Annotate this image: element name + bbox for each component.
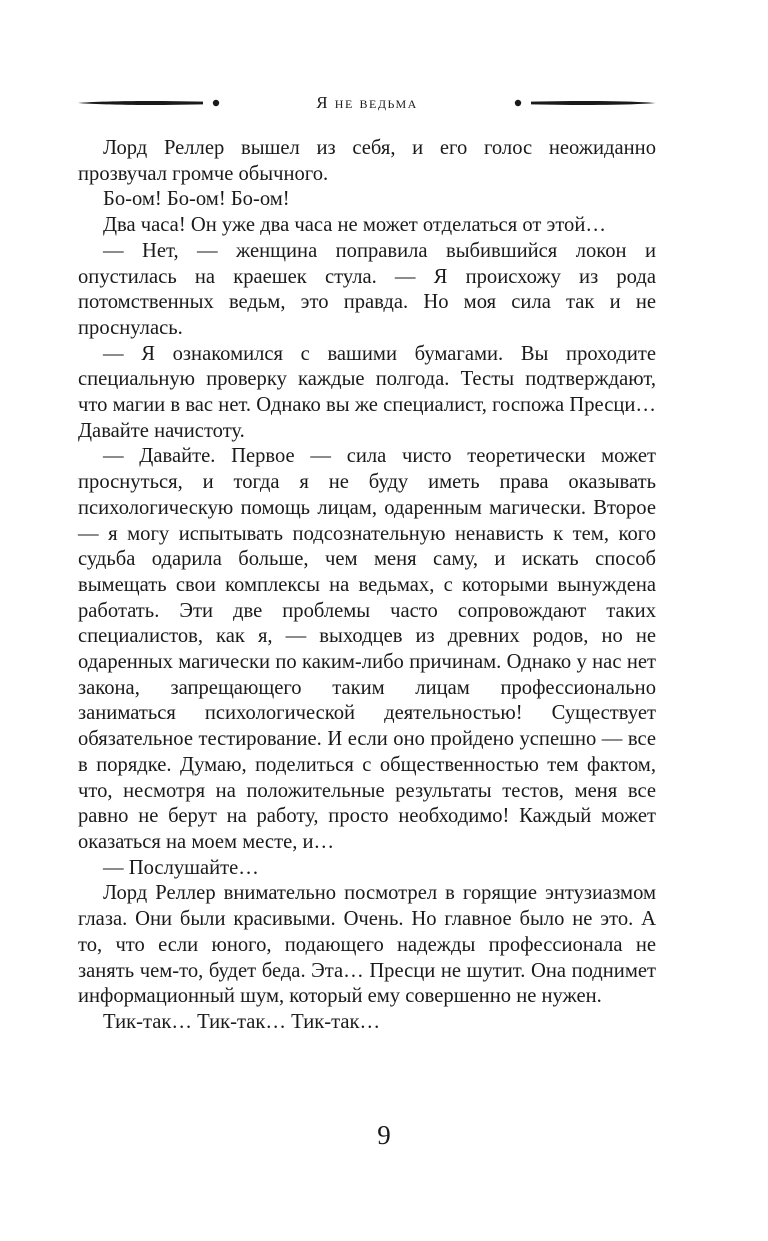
paragraph: Тик-так… Тик-так… Тик-так…: [103, 1010, 381, 1033]
running-header: [78, 88, 656, 118]
paragraph: — Давайте. Первое — сила чисто теоретически может проснуться, и тогда я не буду иметь права оказывать психологическую помощь лицам, одаренным магически. Второе — я могу испытывать подсознательную ненависть к тем, кого судьба одарила больше, чем меня саму, и искать способ вымещать свои комплексы на ведьмах, с которыми вынуждена работать. Эти две проблемы часто сопровождают таких специалистов, как я, — выходцев из древних родов, но не одаренных магически по каким-либо причинам. Однако у нас нет закона, запрещающего таким лицам профессионально заниматься психологической деятельностью! Существует обязательное тестирование. И если оно пройдено успешно — все в порядке. Думаю, поделиться с общественностью тем фактом, что, несмотря на положительные результаты тестов, меня все равно не берут на работу, просто необходимо! Каждый может оказаться на моем месте, и…: [78, 445, 656, 853]
running-header-title: Я не ведьма: [316, 93, 418, 112]
paragraph: Бо-ом! Бо-ом! Бо-ом!: [103, 188, 290, 211]
right-ornament-rule: [506, 88, 656, 118]
page-number: 9: [377, 1120, 391, 1150]
paragraph: Лорд Реллер внимательно посмотрел в горящие энтузиазмом глаза. Они были красивыми. Очень. Но главное было не это. А то, что если юного, подающего надежды профессионала не занять чем-то, будет беда. Эта… Пресци не шутит. Она поднимет информационный шум, который ему совершенно не нужен.: [78, 882, 656, 1008]
paragraph: — Послушайте…: [103, 856, 259, 879]
paragraph: — Нет, — женщина поправила выбившийся локон и опустилась на краешек стула. — Я происхожу из рода потомственных ведьм, это правда. Но моя сила так и не проснулась.: [78, 239, 656, 339]
left-ornament-rule: [78, 88, 228, 118]
paragraph: Лорд Реллер вышел из себя, и его голос неожиданно прозвучал громче обычного.: [78, 137, 656, 185]
body-text: [78, 136, 656, 1036]
paragraph: Два часа! Он уже два часа не может отделаться от этой…: [103, 214, 606, 237]
paragraph: — Я ознакомился с вашими бумагами. Вы проходите специальную проверку каждые полгода. Тесты подтверждают, что магии в вас нет. Однако вы же специалист, госпожа Пресци… Давайте начистоту.: [78, 342, 656, 442]
